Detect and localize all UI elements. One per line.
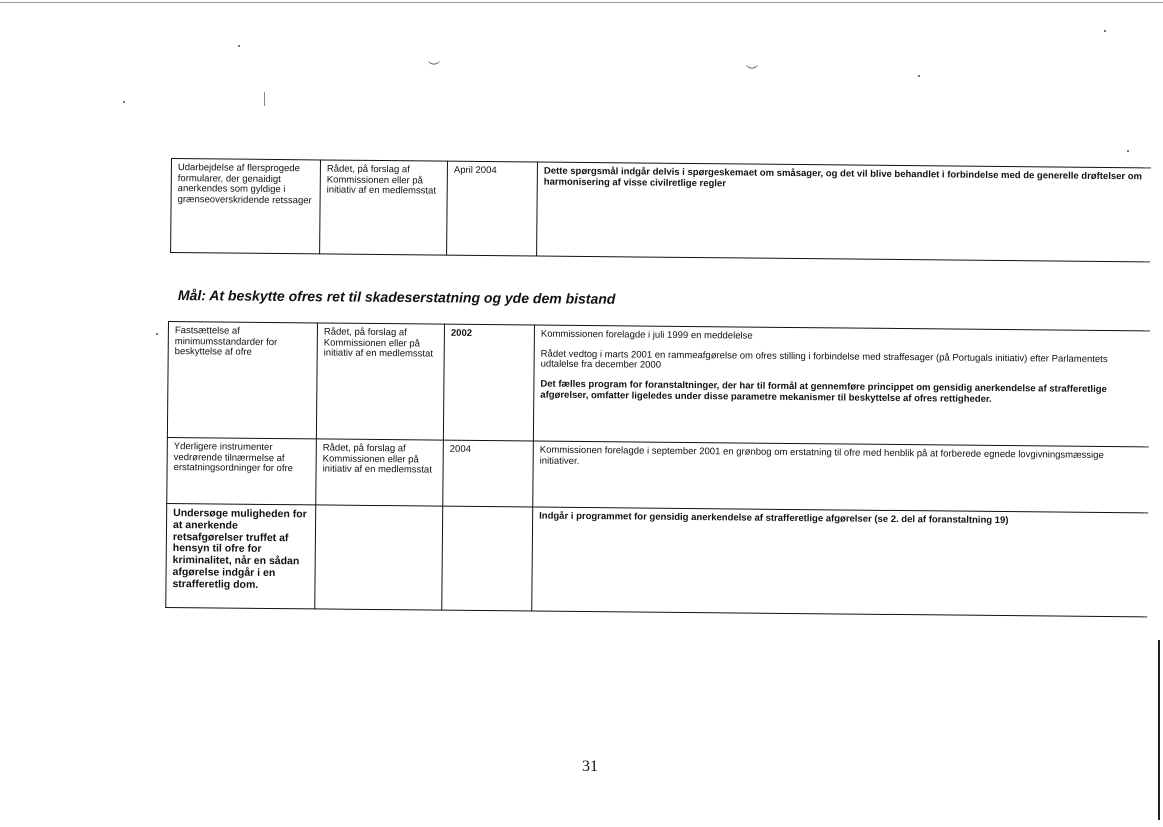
status-cell (533, 325, 1150, 447)
scan-arc-mark: ︶ (746, 64, 759, 78)
measure-cell: Udarbejdelse af flersprogede formularer, der genaidigt anerkendes som gyldige i grænseoverskridende retssager (171, 159, 321, 254)
responsible-cell: Rådet, på forslag af Kommissionen eller på initiativ af en medlemsstat (316, 323, 444, 440)
status-paragraph: Kommissionen forelagde i juli 1999 en meddelelse (540, 328, 753, 342)
measure-cell: Yderligere instrumenter vedrørende tilnærmelse af erstatningsordninger for ofre (167, 437, 317, 504)
scan-mark-left (264, 92, 265, 106)
page-number: 31 (582, 758, 598, 775)
scan-speck (1104, 30, 1106, 32)
scan-speck (1127, 150, 1129, 152)
scan-arc-mark: ︶ (428, 60, 441, 74)
measures-table-2 (165, 321, 1150, 617)
table-row (166, 503, 1148, 616)
status-paragraph: Indgår i programmet for gensidig anerkendelse af strafferetlige afgørelser (se 2. del af foranstaltning 19) (539, 510, 1009, 527)
table-row (171, 159, 1151, 262)
measures-table-1 (170, 158, 1151, 262)
status-paragraph: Dette spørgsmål indgår delvis i spørgeskemaet om småsager, og det vil blive behandlet i forbindelse med de generelle drøftelser om harmonisering af visse civilretlige regler (543, 165, 1143, 189)
scan-speck (918, 75, 920, 77)
deadline-cell: 2002 (443, 324, 534, 441)
table-row (167, 322, 1150, 447)
deadline-cell: April 2004 (447, 161, 538, 256)
responsible-cell: Rådet, på forslag af Kommissionen eller på initiativ af en medlemsstat (316, 439, 444, 506)
status-cell (537, 162, 1151, 262)
section-heading: Mål: At beskytte ofres ret til skadeserstatning og yde dem bistand (177, 287, 616, 307)
scan-speck (238, 45, 240, 47)
status-paragraph: Rådet vedtog i marts 2001 en rammeafgørelse om ofres stilling i forbindelse med straffesager (på Portugals initiativ) efter Parlamentets udtalelse fra december 2000 (540, 348, 1108, 371)
deadline-cell: 2004 (443, 440, 534, 507)
scan-speck (123, 101, 125, 103)
scan-speck (156, 333, 158, 335)
status-cell (533, 441, 1149, 513)
status-paragraph: Kommissionen forelagde i september 2001 en grønbog om erstatning til ofre med henblik på at forberede egnede lovgivningsmæssige initiativer. (539, 444, 1104, 467)
measure-cell: Fastsættelse af minimumsstandarder for beskyttelse af ofre (167, 322, 317, 439)
table-row (167, 437, 1149, 512)
deadline-cell (442, 506, 533, 611)
scan-top-edge (0, 2, 1163, 3)
measure-cell: Undersøge muligheden for at anerkende retsafgørelser truffet af hensyn til ofre for kriminalitet, når en sådan afgørelse indgår i en strafferetlig dom. (166, 503, 316, 608)
scan-right-edge (1158, 640, 1160, 820)
responsible-cell: Rådet, på forslag af Kommissionen eller på initiativ af en medlemsstat (320, 160, 448, 255)
status-paragraph: Det fælles program for foranstaltninger, der har til formål at gennemføre princippet om gensidig anerkendelse af strafferetlige afgørelser, omfatter ligeledes under disse parametre mekanismer til beskyttelse af ofres rettigheder. (540, 378, 1107, 405)
responsible-cell (315, 505, 443, 610)
status-cell (532, 507, 1148, 617)
